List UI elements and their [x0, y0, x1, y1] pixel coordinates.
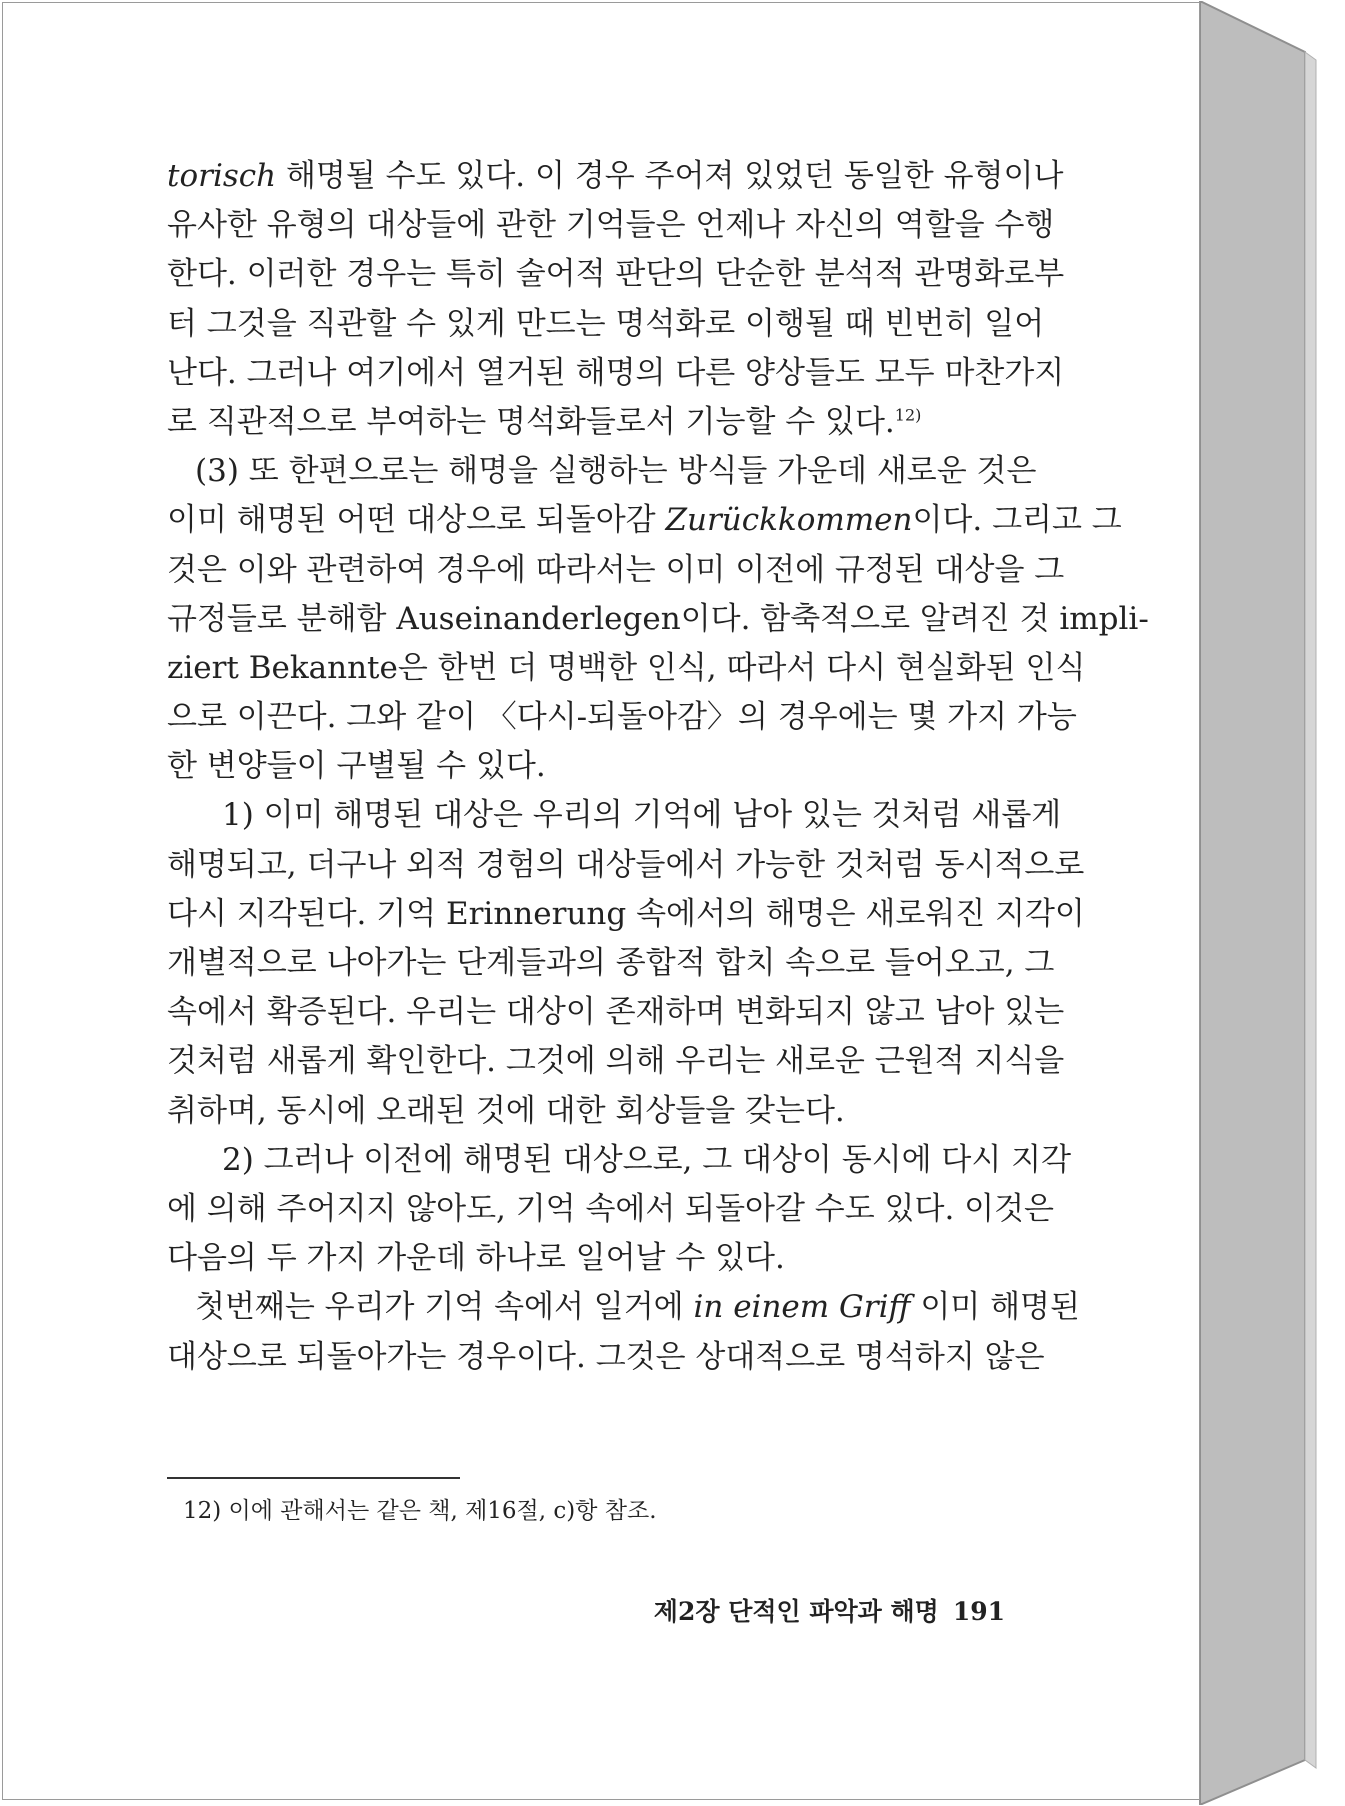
running-footer	[650, 1592, 1005, 1628]
book-spine-shadow	[1305, 52, 1316, 1768]
text-line: 취하며, 동시에 오래된 것에 대한 회상들을 갖는다.	[167, 1092, 845, 1129]
text-line: 것처럼 새롭게 확인한다. 그것에 의해 우리는 새로운 근원적 지식을	[167, 1043, 1065, 1080]
text-line: 2) 그러나 이전에 해명된 대상으로, 그 대상이 동시에 다시 지각	[222, 1141, 1072, 1178]
text-line: 규정들로 분해함 Auseinanderlegen이다. 함축적으로 알려진 것 impli-	[167, 600, 1149, 637]
text-line: 다시 지각된다. 기억 Erinnerung 속에서의 해명은 새로워진 지각이	[167, 895, 1085, 932]
text-line: 1) 이미 해명된 대상은 우리의 기억에 남아 있는 것처럼 새롭게	[222, 797, 1062, 834]
text-line: 한 변양들이 구별될 수 있다.	[167, 748, 546, 785]
text-line: 다음의 두 가지 가운데 하나로 일어날 수 있다.	[167, 1240, 785, 1277]
text-line: 에 의해 주어지지 않아도, 기억 속에서 되돌아갈 수도 있다. 이것은	[167, 1190, 1054, 1227]
page-number: 191	[952, 1597, 1005, 1626]
text-line: 속에서 확증된다. 우리는 대상이 존재하며 변화되지 않고 남아 있는	[167, 994, 1065, 1031]
footnote-marker: 12)	[894, 405, 922, 425]
body-text	[167, 152, 1149, 1382]
chapter-title: 제2장 단적인 파악과 해명	[653, 1597, 939, 1626]
text-line: 첫번째는 우리가 기억 속에서 일거에 in einem Griff 이미 해명된	[195, 1289, 1080, 1326]
text-line: 유사한 유형의 대상들에 관한 기억들은 언제나 자신의 역할을 수행	[167, 207, 1055, 244]
book-spine-edge	[1200, 2, 1305, 1804]
text-line: 로 직관적으로 부여하는 명석화들로서 기능할 수 있다.$^{12)}$	[167, 403, 922, 440]
text-line: 개별적으로 나아가는 단계들과의 종합적 합치 속으로 들어오고, 그	[167, 945, 1055, 981]
text-line: 해명되고, 더구나 외적 경험의 대상들에서 가능한 것처럼 동시적으로	[167, 846, 1085, 883]
text-line: 난다. 그러나 여기에서 열거된 해명의 다른 양상들도 모두 마찬가지	[167, 354, 1065, 391]
text-line: 으로 이끈다. 그와 같이 〈다시-되돌아감〉의 경우에는 몇 가지 가능	[167, 699, 1077, 736]
text-line: 대상으로 되돌아가는 경우이다. 그것은 상대적으로 명석하지 않은	[167, 1338, 1045, 1375]
text-line: ziert Bekannte은 한번 더 명백한 인식, 따라서 다시 현실화된 인식	[167, 649, 1086, 686]
text-line: (3) 또 한편으로는 해명을 실행하는 방식들 가운데 새로운 것은	[195, 453, 1037, 490]
footnote: 12) 이에 관해서는 같은 책, 제16절, c)항 참조.	[183, 1498, 657, 1524]
footnote-divider	[167, 1477, 460, 1479]
text-line: 이미 해명된 어떤 대상으로 되돌아감 Zurückkommen이다. 그리고 그	[167, 502, 1122, 539]
text-line: 터 그것을 직관할 수 있게 만드는 명석화로 이행될 때 빈번히 일어	[167, 305, 1045, 342]
text-line: 한다. 이러한 경우는 특히 술어적 판단의 단순한 분석적 관명화로부	[167, 256, 1065, 293]
text-line: 것은 이와 관련하여 경우에 따라서는 이미 이전에 규정된 대상을 그	[167, 551, 1065, 588]
text-line: torisch 해명될 수도 있다. 이 경우 주어져 있었던 동일한 유형이나	[167, 158, 1064, 194]
